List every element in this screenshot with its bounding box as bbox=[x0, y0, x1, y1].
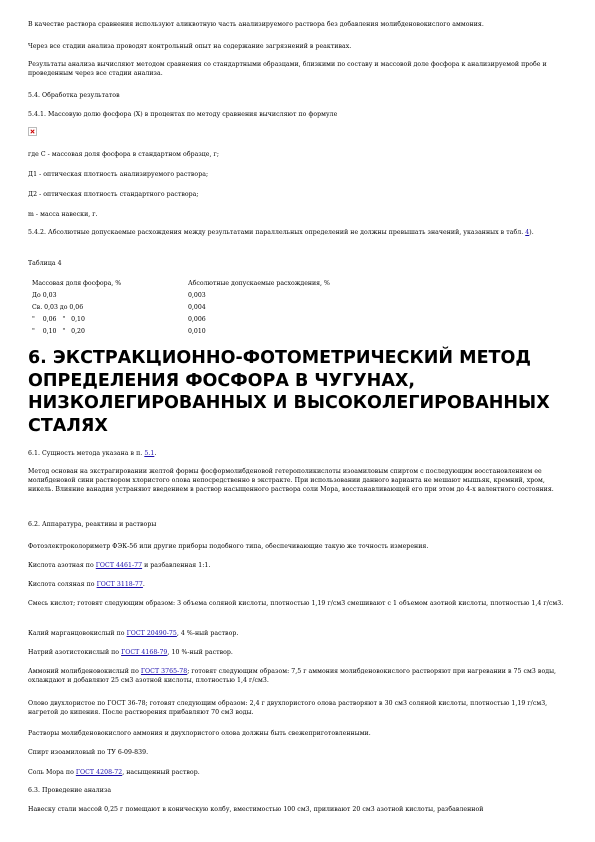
subsection-heading-6-3: 6.3. Проведение анализа bbox=[28, 787, 112, 794]
table-4-link[interactable]: 4 bbox=[525, 229, 530, 236]
table-row bbox=[32, 304, 330, 316]
paragraph-sample-weighing: Навеску стали массой 0,25 г помещают в коническую колбу, вместимостью 100 см3, приливают 20 см3 азотной кислоты, разбавленной bbox=[28, 806, 484, 813]
definition-c: где С - массовая доля фосфора в стандартном образце, г; bbox=[28, 151, 219, 158]
paragraph-6-1 bbox=[28, 449, 568, 458]
paragraph-method: Метод основан на экстрагировании желтой формы фосформолибденовой гетерополикислоты изоамиловым спиртом с последующим восстановлением ее молибденовой сини раствором хлористого олова непосредственно в экстракте. При использовании данного варианта не мешают мышьяк, кремний, хром, никель. Влияние ванадия устраняют введением в раствор насыщенного раствора соли Мора, восстанавливающей его при этом до 4-х валентного состояния. bbox=[28, 468, 554, 493]
permanganate-end: , 4 %-ный раствор. bbox=[176, 630, 239, 637]
table-cell: 0,004 bbox=[188, 304, 206, 311]
hydrochloric-acid-end: . bbox=[142, 581, 145, 588]
table-row bbox=[32, 316, 330, 328]
table-row bbox=[32, 328, 330, 340]
paragraph-results: Результаты анализа вычисляют методом сравнения со стандартными образцами, близкими по составу и массовой доле фосфора к анализируемой пробе и проведенным через все стадии анализа. bbox=[28, 61, 547, 77]
table-cell: 0,006 bbox=[188, 316, 206, 323]
paragraph-tin-chloride: Олово двухлористое по ГОСТ 36-78; готовят следующим образом: 2,4 г двухлористого олова растворяют в 30 см3 соляной кислоты, плотностью 1,19 г/см3, нагретой до кипения. После растворения прибавляют 70 см3 воды. bbox=[28, 700, 548, 716]
paragraph-5-4-2-end: ). bbox=[529, 229, 534, 236]
gost-4168-link[interactable]: ГОСТ 4168-79 bbox=[121, 649, 168, 656]
sodium-nitrite-text: Натрий азотистокислый по bbox=[28, 649, 122, 656]
nitric-acid-end: и разбавленная 1:1. bbox=[142, 562, 211, 569]
paragraph-fresh-solutions: Растворы молибденовокислого аммония и двухлористого олова должны быть свежеприготовленными. bbox=[28, 730, 371, 737]
gost-20490-link[interactable]: ГОСТ 20490-75 bbox=[126, 630, 177, 637]
gost-4208-link[interactable]: ГОСТ 4208-72 bbox=[75, 769, 123, 776]
table-4 bbox=[32, 280, 330, 340]
table-header-cell: Абсолютные допускаемые расхождения, % bbox=[188, 280, 330, 287]
table-header-row bbox=[32, 280, 330, 292]
subsection-heading-5-4: 5.4. Обработка результатов bbox=[28, 92, 120, 99]
definition-d1: Д1 - оптическая плотность анализируемого раствора; bbox=[28, 171, 209, 178]
paragraph-6-1-text: 6.1. Сущность метода указана в п. bbox=[28, 450, 145, 457]
paragraph-5-4-2 bbox=[28, 228, 568, 237]
gost-3118-link[interactable]: ГОСТ 3118-77 bbox=[96, 581, 143, 588]
mohr-salt-text: Соль Мора по bbox=[28, 769, 76, 776]
definition-d2: Д2 - оптическая плотность стандартного раствора; bbox=[28, 191, 199, 198]
gost-4461-link[interactable]: ГОСТ 4461-77 bbox=[95, 562, 143, 569]
subsection-heading-6-2: 6.2. Аппаратура, реактивы и растворы bbox=[28, 521, 157, 528]
mohr-salt-end: , насыщенный раствор. bbox=[122, 769, 200, 776]
paragraph-6-1-end: . bbox=[154, 450, 157, 457]
broken-image-icon bbox=[28, 127, 37, 136]
table-header-cell: Массовая доля фосфора, % bbox=[32, 280, 122, 287]
table-cell: 0,010 bbox=[188, 328, 206, 335]
paragraph-reference-solution: В качестве раствора сравнения используют аликвотную часть анализируемого раствора без добавления молибденовокислого аммония. bbox=[28, 21, 484, 28]
paragraph-acid-mixture: Смесь кислот; готовят следующим образом: 3 объема соляной кислоты, плотностью 1,19 г/см3 смешивают с 1 объемом азотной кислоты, плотностью 1,4 г/см3. bbox=[28, 600, 564, 607]
table-cell: " 0,10 " 0,20 bbox=[32, 328, 85, 335]
paragraph-hydrochloric-acid bbox=[28, 580, 568, 589]
paragraph-sodium-nitrite bbox=[28, 648, 568, 657]
paragraph-nitric-acid bbox=[28, 561, 568, 570]
table-cell: До 0,03 bbox=[32, 292, 57, 299]
table-cell: " 0,06 " 0,10 bbox=[32, 316, 85, 323]
paragraph-mohr-salt bbox=[28, 768, 568, 777]
nitric-acid-text: Кислота азотная по bbox=[28, 562, 96, 569]
sodium-nitrite-end: , 10 %-ный раствор. bbox=[167, 649, 233, 656]
hydrochloric-acid-text: Кислота соляная по bbox=[28, 581, 97, 588]
table-caption: Таблица 4 bbox=[28, 260, 62, 267]
paragraph-5-4-2-text: 5.4.2. Абсолютные допускаемые расхождения между результатами параллельных определений не должны превышать значений, указанных в табл. bbox=[28, 229, 526, 236]
paragraph-isoamyl-alcohol: Спирт изоамиловый по ТУ 6-09-839. bbox=[28, 749, 149, 756]
table-cell: 0,003 bbox=[188, 292, 206, 299]
permanganate-text: Калий марганцовокислый по bbox=[28, 630, 127, 637]
gost-3765-link[interactable]: ГОСТ 3765-78 bbox=[140, 668, 188, 675]
clause-5-1-link[interactable]: 5.1 bbox=[144, 450, 155, 457]
paragraph-5-4-1: 5.4.1. Массовую долю фосфора (X) в процентах по методу сравнения вычисляют по формуле bbox=[28, 111, 338, 118]
table-row bbox=[32, 292, 330, 304]
ammonium-molybdate-end: ; готовят следующим образом: 7,5 г аммония молибденовокислого растворяют при нагревании в 75 см3 воды, охлаждают и добавляют 25 см3 азотной кислоты, плотностью 1,4 г/см3. bbox=[28, 668, 557, 684]
paragraph-control-test: Через все стадии анализа проводят контрольный опыт на содержание загрязнений в реактивах. bbox=[28, 43, 352, 50]
section-6-heading: 6. ЭКСТРАКЦИОННО-ФОТОМЕТРИЧЕСКИЙ МЕТОД ОПРЕДЕЛЕНИЯ ФОСФОРА В ЧУГУНАХ, НИЗКОЛЕГИРОВАННЫХ И ВЫСОКОЛЕГИРОВАННЫХ СТАЛЯХ bbox=[28, 348, 550, 436]
paragraph-photometer: Фотоэлектроколориметр ФЭК-56 или другие приборы подобного типа, обеспечивающие такую же точность измерения. bbox=[28, 543, 429, 550]
table-cell: Св. 0,03 до 0,06 bbox=[32, 304, 84, 311]
ammonium-molybdate-text: Аммоний молибденовокислый по bbox=[28, 668, 141, 675]
paragraph-permanganate bbox=[28, 629, 568, 638]
paragraph-ammonium-molybdate bbox=[28, 667, 568, 685]
definition-m: m - масса навески, г. bbox=[28, 211, 98, 218]
